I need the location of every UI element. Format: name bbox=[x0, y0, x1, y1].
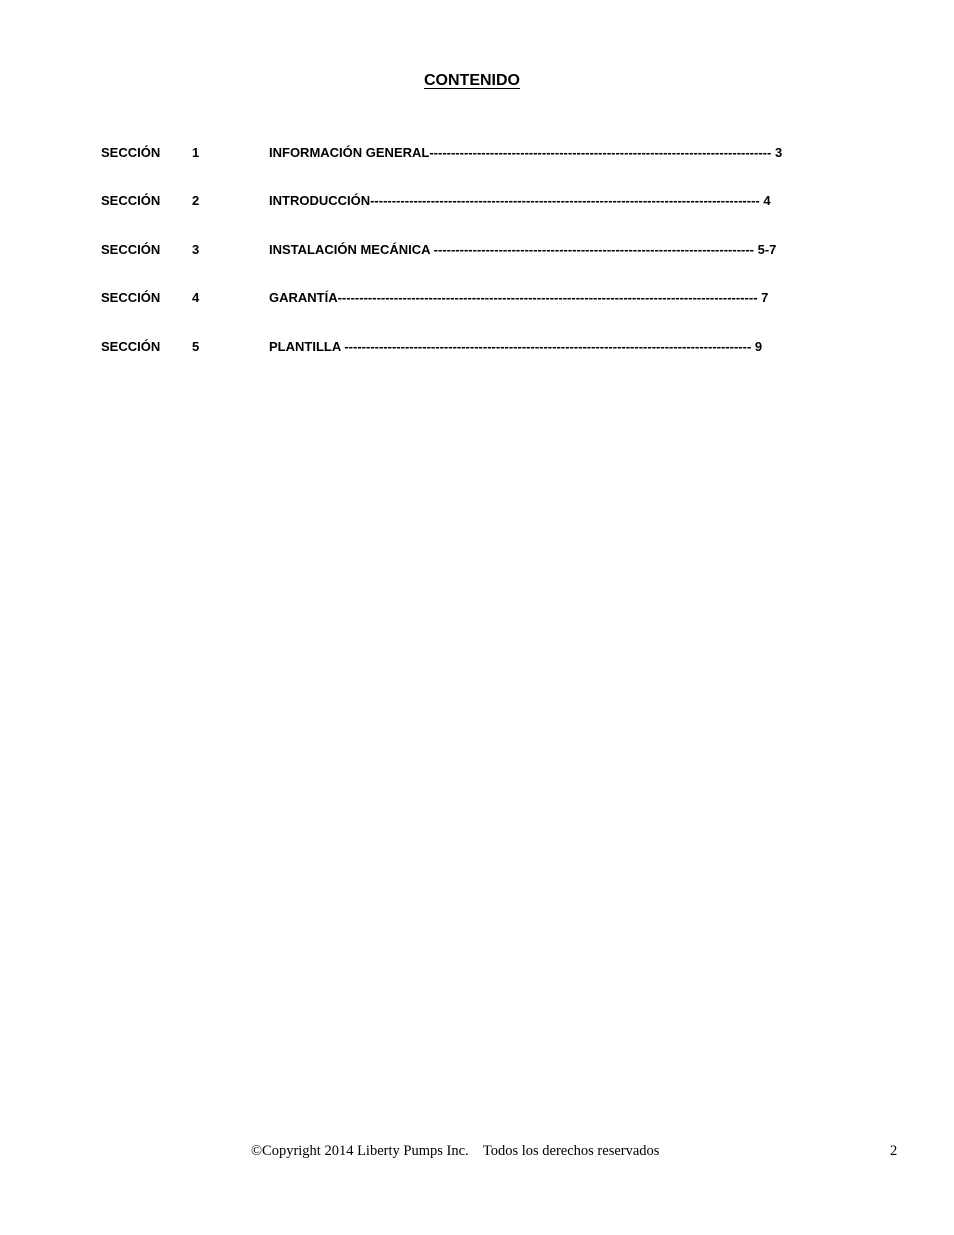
section-entry: PLANTILLA ---------------------------------------------------------------------------------------------- 9 bbox=[269, 339, 763, 354]
copyright-notice: ©Copyright 2014 Liberty Pumps Inc. Todos los derechos reservados bbox=[251, 1143, 660, 1159]
section-number: 2 bbox=[192, 193, 200, 208]
section-number: 4 bbox=[192, 290, 200, 305]
section-label: SECCIÓN bbox=[101, 242, 161, 257]
section-number: 3 bbox=[192, 242, 200, 257]
section-label: SECCIÓN bbox=[101, 193, 161, 208]
section-label: SECCIÓN bbox=[101, 339, 161, 354]
section-label: SECCIÓN bbox=[101, 145, 161, 160]
page-title: CONTENIDO bbox=[424, 72, 520, 89]
section-entry: INTRODUCCIÓN------------------------------------------------------------------------------------------ 4 bbox=[269, 193, 771, 208]
section-number: 1 bbox=[192, 145, 200, 160]
section-entry: INSTALACIÓN MECÁNICA -------------------------------------------------------------------------- 5-7 bbox=[269, 242, 777, 257]
section-label: SECCIÓN bbox=[101, 290, 161, 305]
section-entry: INFORMACIÓN GENERAL------------------------------------------------------------------------------- 3 bbox=[269, 145, 783, 160]
page-number: 2 bbox=[890, 1143, 898, 1159]
section-number: 5 bbox=[192, 339, 200, 354]
section-entry: GARANTÍA------------------------------------------------------------------------------------------------- 7 bbox=[269, 290, 769, 305]
